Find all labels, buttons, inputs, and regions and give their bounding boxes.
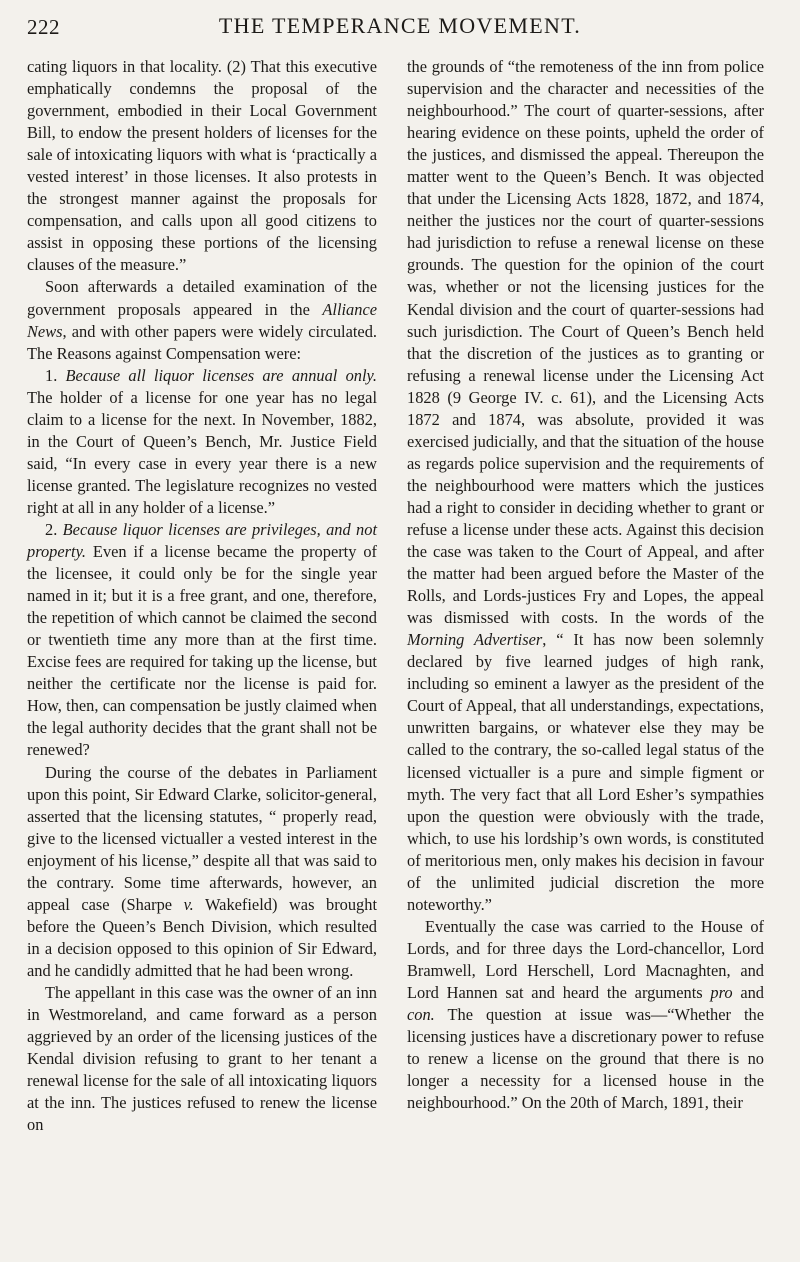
- paragraph-examination: Soon afterwards a detailed examination of the government proposals appeared in the Alliance News, and with other papers were widely circulated. The Reasons against Compensation were:: [27, 277, 377, 363]
- latin-con: con.: [407, 1005, 435, 1025]
- publication-title: Alliance News: [27, 299, 377, 341]
- page-number: 222: [27, 15, 60, 39]
- paragraph-house-of-lords: Eventually the case was carried to the House of Lords, and for three days the Lord-chancellor, Lord Bramwell, Lord Herschell, Lord Macnaghten, and Lord Hannen sat and heard the arguments pro and con. The question at issue was—“Whether the licensing justices have a discretionary power to refuse to renew a license on the ground that there is no longer a necessity for a licensed house in the neighbourhood.” On the 20th of March, 1891, their: [407, 916, 764, 1113]
- paragraph-continued: cating liquors in that locality. (2) That this executive emphatically condemns the proposal of the government, embodied in their Local Government Bill, to endow the present holders of licenses for the sale of intoxicating liquors with what is ‘practically a vested interest’ in those licenses. It also protests in the strongest manner against the proposals for compensation, and calls upon all good citizens to assist in opposing these portions of the licensing clauses of the measure.”: [27, 57, 377, 275]
- reason-one-heading: Because all liquor licenses are annual only.: [65, 365, 377, 385]
- running-title: THE TEMPERANCE MOVEMENT.: [218, 13, 582, 38]
- paragraph-grounds: the grounds of “the remoteness of the inn from police supervision and the character and necessities of the neighbourhood.” The court of quarter-sessions, after hearing evidence on these points, upheld the order of the justices, and dismissed the appeal. Thereupon the matter went to the Queen’s Bench. It was objected that under the Licensing Acts 1828, 1872, and 1874, neither the justices nor the court of quarter-sessions had jurisdiction to refuse a renewal license on these grounds. The question for the opinion of the court was, whether or not the licensing justices for the Kendal division and the court of quarter-sessions had such jurisdiction. The Court of Queen’s Bench held that the discretion of the justices as to granting or refusing a renewal license under the Licensing Act 1828 (9 George IV. c. 61), and the Licensing Acts 1872 and 1874, was absolute, provided it was exercised judicially, and that the situation of the house as regards police supervision and the requirements of the neighbourhood were matters which the justices had a right to consider in deciding whether to grant or refuse a license under these acts. Against this decision the case was taken to the Court of Appeal, and after the matter had been argued before the Master of the Rolls, and Lords-justices Fry and Lopes, the appeal was dismissed with costs. In the words of the Morning Advertiser, “ It has now been solemnly declared by five learned judges of high rank, including so eminent a lawyer as the president of the Court of Appeal, that all understandings, expectations, unwritten bargains, or whatever else they may be called to the contrary, the so-called legal status of the licensed victualler is a pure and simple figment or myth. The very fact that all Lord Esher’s sympathies upon the question were obviously with the trade, which, to use his lordship’s own words, is constituted of meritorious men, only makes his decision in favour of the unlimited judicial discretion the more noteworthy.”: [407, 57, 764, 914]
- reason-two-heading: Because liquor licenses are privileges, and not property.: [27, 519, 377, 562]
- reason-two: 2. Because liquor licenses are privileges, and not property. Even if a license became the property of the licensee, it could only be for the single year named in it; but it is a free grant, and one, therefore, the repetition of which cannot be claimed the second or twentieth time any more than at the first time. Excise fees are required for taking up the license, but neither the certificate nor the license is paid for. How, then, can compensation be justly claimed when the legal authority decides that the grant shall not be renewed?: [27, 519, 377, 760]
- left-column: [27, 56, 377, 1136]
- case-versus: v.: [183, 894, 194, 914]
- latin-pro: pro: [710, 982, 733, 1002]
- paragraph-debates: During the course of the debates in Parliament upon this point, Sir Edward Clarke, solicitor-general, asserted that the licensing statutes, “ properly read, give to the licensed victualler a vested interest in the enjoyment of his license,” despite all that was said to the contrary. Some time afterwards, however, an appeal case (Sharpe v. Wakefield) was brought before the Queen’s Bench Division, which resulted in a decision opposed to this opinion of Sir Edward, and he candidly admitted that he had been wrong.: [27, 762, 377, 980]
- right-column: [407, 56, 764, 1114]
- publication-title: Morning Advertiser: [407, 630, 543, 650]
- reason-one: 1. Because all liquor licenses are annual only. The holder of a license for one year has no legal claim to a license for the next. In November, 1882, in the Court of Queen’s Bench, Mr. Justice Field said, “In every case in every year there is a new license granted. The legislature recognizes no vested right at all in any holder of a license.”: [27, 365, 377, 517]
- paragraph-appellant: The appellant in this case was the owner of an inn in Westmoreland, and came forward as a person aggrieved by an order of the licensing justices of the Kendal division refusing to grant to her tenant a renewal license for the sale of all intoxicating liquors at the inn. The justices refused to renew the license on: [27, 982, 377, 1135]
